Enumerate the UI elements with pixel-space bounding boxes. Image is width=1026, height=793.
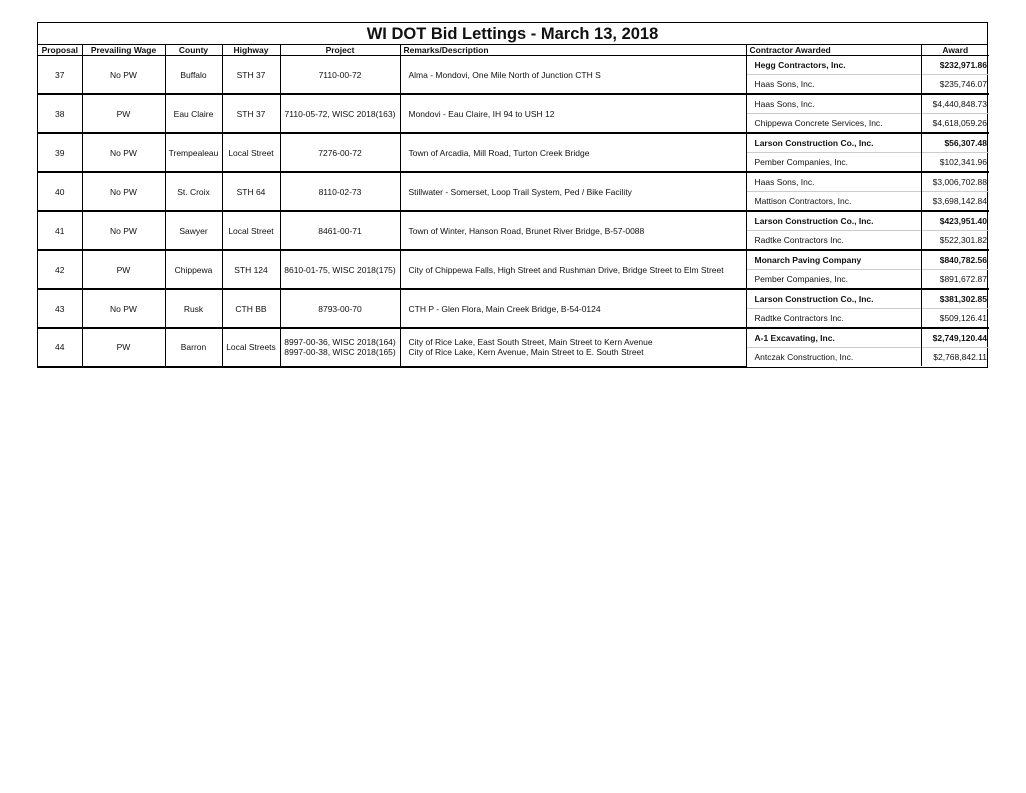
contractor-cell: Monarch Paving Company (746, 250, 921, 270)
prevailing-wage-cell: No PW (82, 56, 165, 95)
header-highway: Highway (222, 45, 280, 56)
award-cell: $235,746.07 (921, 75, 989, 95)
award-cell: $381,302.85 (921, 289, 989, 309)
project-cell (280, 172, 400, 211)
contractor-cell: Radtke Contractors Inc. (746, 231, 921, 251)
remarks-cell (400, 289, 746, 328)
county-cell: Barron (165, 328, 222, 366)
project-line: 8793-00-70 (318, 303, 362, 314)
contractor-cell: Larson Construction Co., Inc. (746, 133, 921, 153)
table-row (38, 289, 989, 309)
proposal-cell: 42 (38, 250, 82, 289)
remarks-line: Stillwater - Somerset, Loop Trail System, Ped / Bike Facility (408, 186, 632, 197)
county-cell: Sawyer (165, 211, 222, 250)
project-line: 7110-00-72 (318, 69, 362, 80)
prevailing-wage-cell: No PW (82, 172, 165, 211)
remarks-line: City of Chippewa Falls, High Street and Rushman Drive, Bridge Street to Elm Street (408, 264, 724, 275)
county-cell: Eau Claire (165, 94, 222, 133)
project-line: 7276-00-72 (318, 147, 362, 158)
header-county: County (165, 45, 222, 56)
award-cell: $3,006,702.88 (921, 172, 989, 192)
county-cell: Rusk (165, 289, 222, 328)
project-line: 8610-01-75, WISC 2018(175) (284, 264, 396, 275)
prevailing-wage-cell: No PW (82, 211, 165, 250)
highway-cell: Local Streets (222, 328, 280, 366)
table-body (38, 56, 989, 367)
contractor-cell: Pember Companies, Inc. (746, 153, 921, 173)
project-line: 8997-00-38, WISC 2018(165) (284, 347, 396, 358)
project-line: 8997-00-36, WISC 2018(164) (284, 337, 396, 348)
table-row (38, 133, 989, 153)
header-row (38, 45, 989, 56)
remarks-line: Alma - Mondovi, One Mile North of Junction CTH S (408, 69, 601, 80)
contractor-cell: Haas Sons, Inc. (746, 94, 921, 114)
proposal-cell: 38 (38, 94, 82, 133)
header-project: Project (280, 45, 400, 56)
award-cell: $102,341.96 (921, 153, 989, 173)
award-cell: $840,782.56 (921, 250, 989, 270)
proposal-cell: 41 (38, 211, 82, 250)
remarks-line: Mondovi - Eau Claire, IH 94 to USH 12 (408, 108, 555, 119)
project-cell (280, 328, 400, 366)
header-contractor: Contractor Awarded (746, 45, 921, 56)
highway-cell: CTH BB (222, 289, 280, 328)
highway-cell: STH 37 (222, 56, 280, 95)
table-row (38, 94, 989, 114)
prevailing-wage-cell: No PW (82, 289, 165, 328)
contractor-cell: A-1 Excavating, Inc. (746, 328, 921, 348)
header-proposal: Proposal (38, 45, 82, 56)
highway-cell: STH 64 (222, 172, 280, 211)
award-cell: $4,440,848.73 (921, 94, 989, 114)
award-cell: $232,971.86 (921, 56, 989, 75)
project-cell (280, 56, 400, 95)
remarks-line: CTH P - Glen Flora, Main Creek Bridge, B-54-0124 (408, 303, 601, 314)
award-cell: $522,301.82 (921, 231, 989, 251)
remarks-cell (400, 94, 746, 133)
award-cell: $2,768,842.11 (921, 348, 989, 367)
project-cell (280, 250, 400, 289)
proposal-cell: 39 (38, 133, 82, 172)
proposal-cell: 43 (38, 289, 82, 328)
remarks-cell (400, 172, 746, 211)
highway-cell: STH 124 (222, 250, 280, 289)
table-row (38, 172, 989, 192)
contractor-cell: Antczak Construction, Inc. (746, 348, 921, 367)
header-remarks: Remarks/Description (400, 45, 746, 56)
project-line: 8461-00-71 (318, 225, 362, 236)
bid-table (38, 45, 989, 367)
award-cell: $509,126.41 (921, 309, 989, 329)
project-cell (280, 133, 400, 172)
contractor-cell: Haas Sons, Inc. (746, 75, 921, 95)
project-line: 8110-02-73 (318, 186, 362, 197)
contractor-cell: Haas Sons, Inc. (746, 172, 921, 192)
contractor-cell: Larson Construction Co., Inc. (746, 289, 921, 309)
project-cell (280, 94, 400, 133)
proposal-cell: 37 (38, 56, 82, 95)
contractor-cell: Chippewa Concrete Services, Inc. (746, 114, 921, 134)
contractor-cell: Hegg Contractors, Inc. (746, 56, 921, 75)
contractor-cell: Radtke Contractors Inc. (746, 309, 921, 329)
header-award: Award (921, 45, 989, 56)
remarks-line: Town of Winter, Hanson Road, Brunet River Bridge, B-57-0088 (408, 225, 645, 236)
remarks-cell (400, 133, 746, 172)
prevailing-wage-cell: PW (82, 94, 165, 133)
contractor-cell: Larson Construction Co., Inc. (746, 211, 921, 231)
table-row (38, 211, 989, 231)
remarks-cell (400, 328, 746, 366)
proposal-cell: 40 (38, 172, 82, 211)
bid-lettings-sheet (37, 22, 988, 368)
remarks-line: Town of Arcadia, Mill Road, Turton Creek Bridge (408, 147, 590, 158)
project-line: 7110-05-72, WISC 2018(163) (284, 108, 396, 119)
county-cell: St. Croix (165, 172, 222, 211)
highway-cell: Local Street (222, 133, 280, 172)
award-cell: $891,672.87 (921, 270, 989, 290)
remarks-line: City of Rice Lake, Kern Avenue, Main Street to E. South Street (408, 347, 644, 358)
prevailing-wage-cell: PW (82, 250, 165, 289)
table-row (38, 250, 989, 270)
award-cell: $4,618,059.26 (921, 114, 989, 134)
highway-cell: Local Street (222, 211, 280, 250)
award-cell: $56,307.48 (921, 133, 989, 153)
county-cell: Chippewa (165, 250, 222, 289)
remarks-cell (400, 250, 746, 289)
highway-cell: STH 37 (222, 94, 280, 133)
proposal-cell: 44 (38, 328, 82, 366)
table-row (38, 56, 989, 75)
header-prevailing-wage: Prevailing Wage (82, 45, 165, 56)
page-title: WI DOT Bid Lettings - March 13, 2018 (38, 23, 987, 45)
award-cell: $2,749,120.44 (921, 328, 989, 348)
prevailing-wage-cell: No PW (82, 133, 165, 172)
remarks-line: City of Rice Lake, East South Street, Main Street to Kern Avenue (408, 337, 653, 348)
contractor-cell: Pember Companies, Inc. (746, 270, 921, 290)
table-row (38, 328, 989, 348)
project-cell (280, 289, 400, 328)
remarks-cell (400, 56, 746, 95)
county-cell: Buffalo (165, 56, 222, 95)
contractor-cell: Mattison Contractors, Inc. (746, 192, 921, 212)
remarks-cell (400, 211, 746, 250)
county-cell: Trempealeau (165, 133, 222, 172)
award-cell: $3,698,142.84 (921, 192, 989, 212)
prevailing-wage-cell: PW (82, 328, 165, 366)
project-cell (280, 211, 400, 250)
award-cell: $423,951.40 (921, 211, 989, 231)
